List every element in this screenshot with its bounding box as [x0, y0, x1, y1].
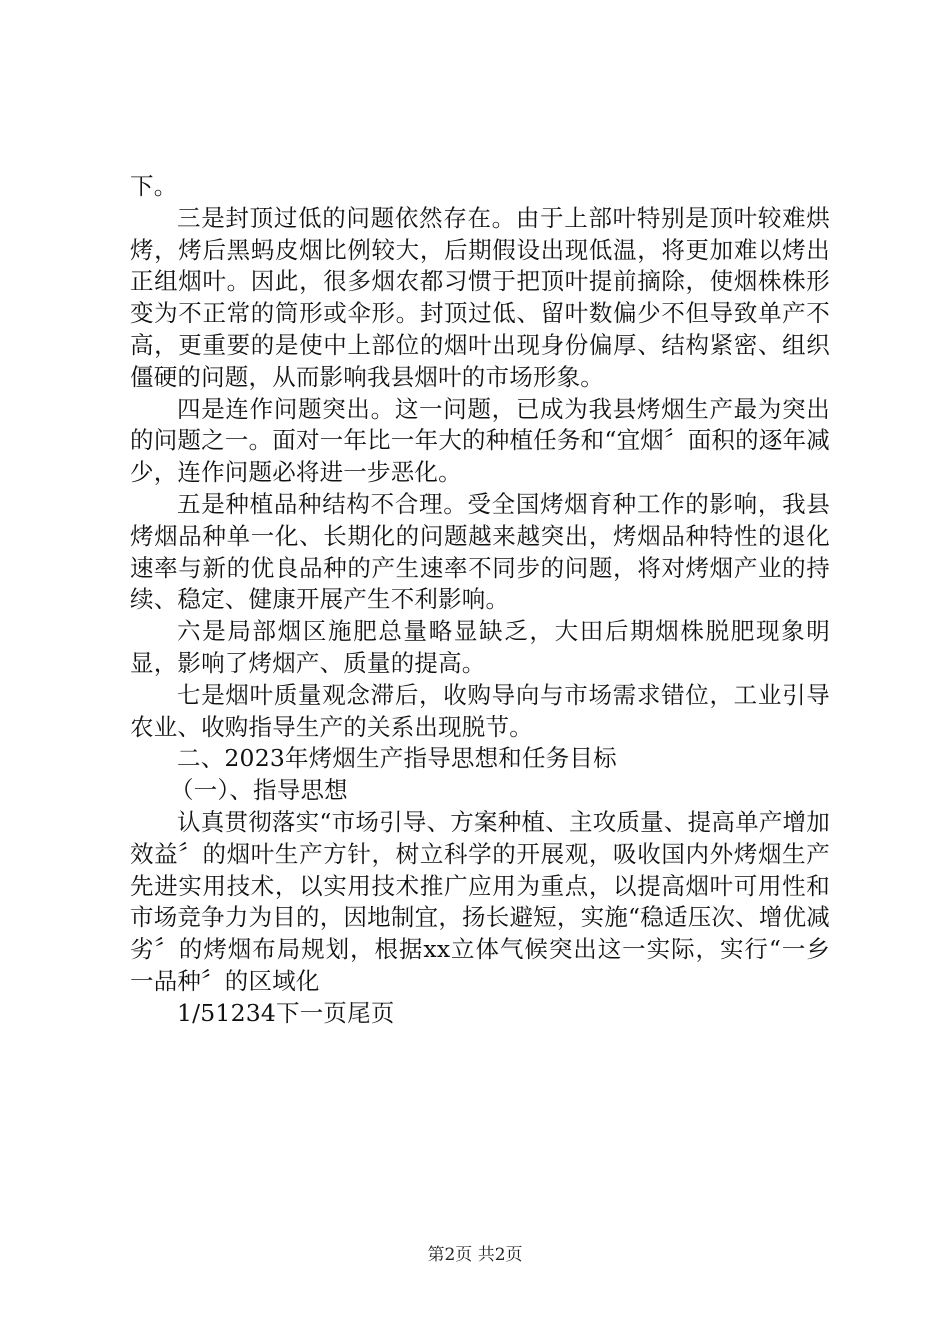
subsection-heading: （一）、指导思想: [170, 776, 348, 805]
document-body: [130, 171, 830, 1030]
pagination-links[interactable]: 1/51234下一页尾页: [177, 998, 395, 1027]
paragraph-item-four: 四是连作问题突出。这一问题，已成为我县烤烟生产最为突出的问题之一。面对一年比一年大的种植任务和“宜烟〞面积的逐年减少，连作问题必将进一步恶化。: [130, 394, 830, 487]
paragraph-continuation: 下。: [130, 172, 178, 200]
section-heading: 二、2023年烤烟生产指导思想和任务目标: [177, 744, 617, 773]
page-number-footer: 第2页 共2页: [427, 1245, 523, 1265]
paragraph-guiding-thought: 认真贯彻落实“市场引导、方案种植、主攻质量、提高单产增加效益〞的烟叶生产方针，树立科学的开展观，吸收国内外烤烟生产先进实用技术，以实用技术推广应用为重点，以提高烟叶可用性和市场竞争力为目的，因地制宜，扬长避短，实施“稳适压次、增优减劣〞的烤烟布局规划，根据xx立体气候突出这一实际，实行“一乡一品种〞的区域化: [130, 807, 830, 995]
paragraph-item-three: 三是封顶过低的问题依然存在。由于上部叶特别是顶叶较难烘烤，烤后黑蚂皮烟比例较大，后期假设出现低温，将更加难以烤出正组烟叶。因此，很多烟农都习惯于把顶叶提前摘除，使烟株株形变为不正常的筒形或伞形。封顶过低、留叶数偏少不但导致单产不高，更重要的是使中上部位的烟叶出现身份偏厚、结构紧密、组织僵硬的问题，从而影响我县烟叶的市场形象。: [130, 203, 830, 391]
paragraph-item-five: 五是种植品种结构不合理。受全国烤烟育种工作的影响，我县烤烟品种单一化、长期化的问题越来越突出，烤烟品种特性的退化速率与新的优良品种的产生速率不同步的问题，将对烤烟产业的持续、稳定、健康开展产生不利影响。: [130, 489, 830, 614]
paragraph-item-seven: 七是烟叶质量观念滞后，收购导向与市场需求错位，工业引导农业、收购指导生产的关系出现脱节。: [130, 680, 830, 741]
paragraph-item-six: 六是局部烟区施肥总量略显缺乏，大田后期烟株脱肥现象明显，影响了烤烟产、质量的提高。: [130, 617, 830, 677]
